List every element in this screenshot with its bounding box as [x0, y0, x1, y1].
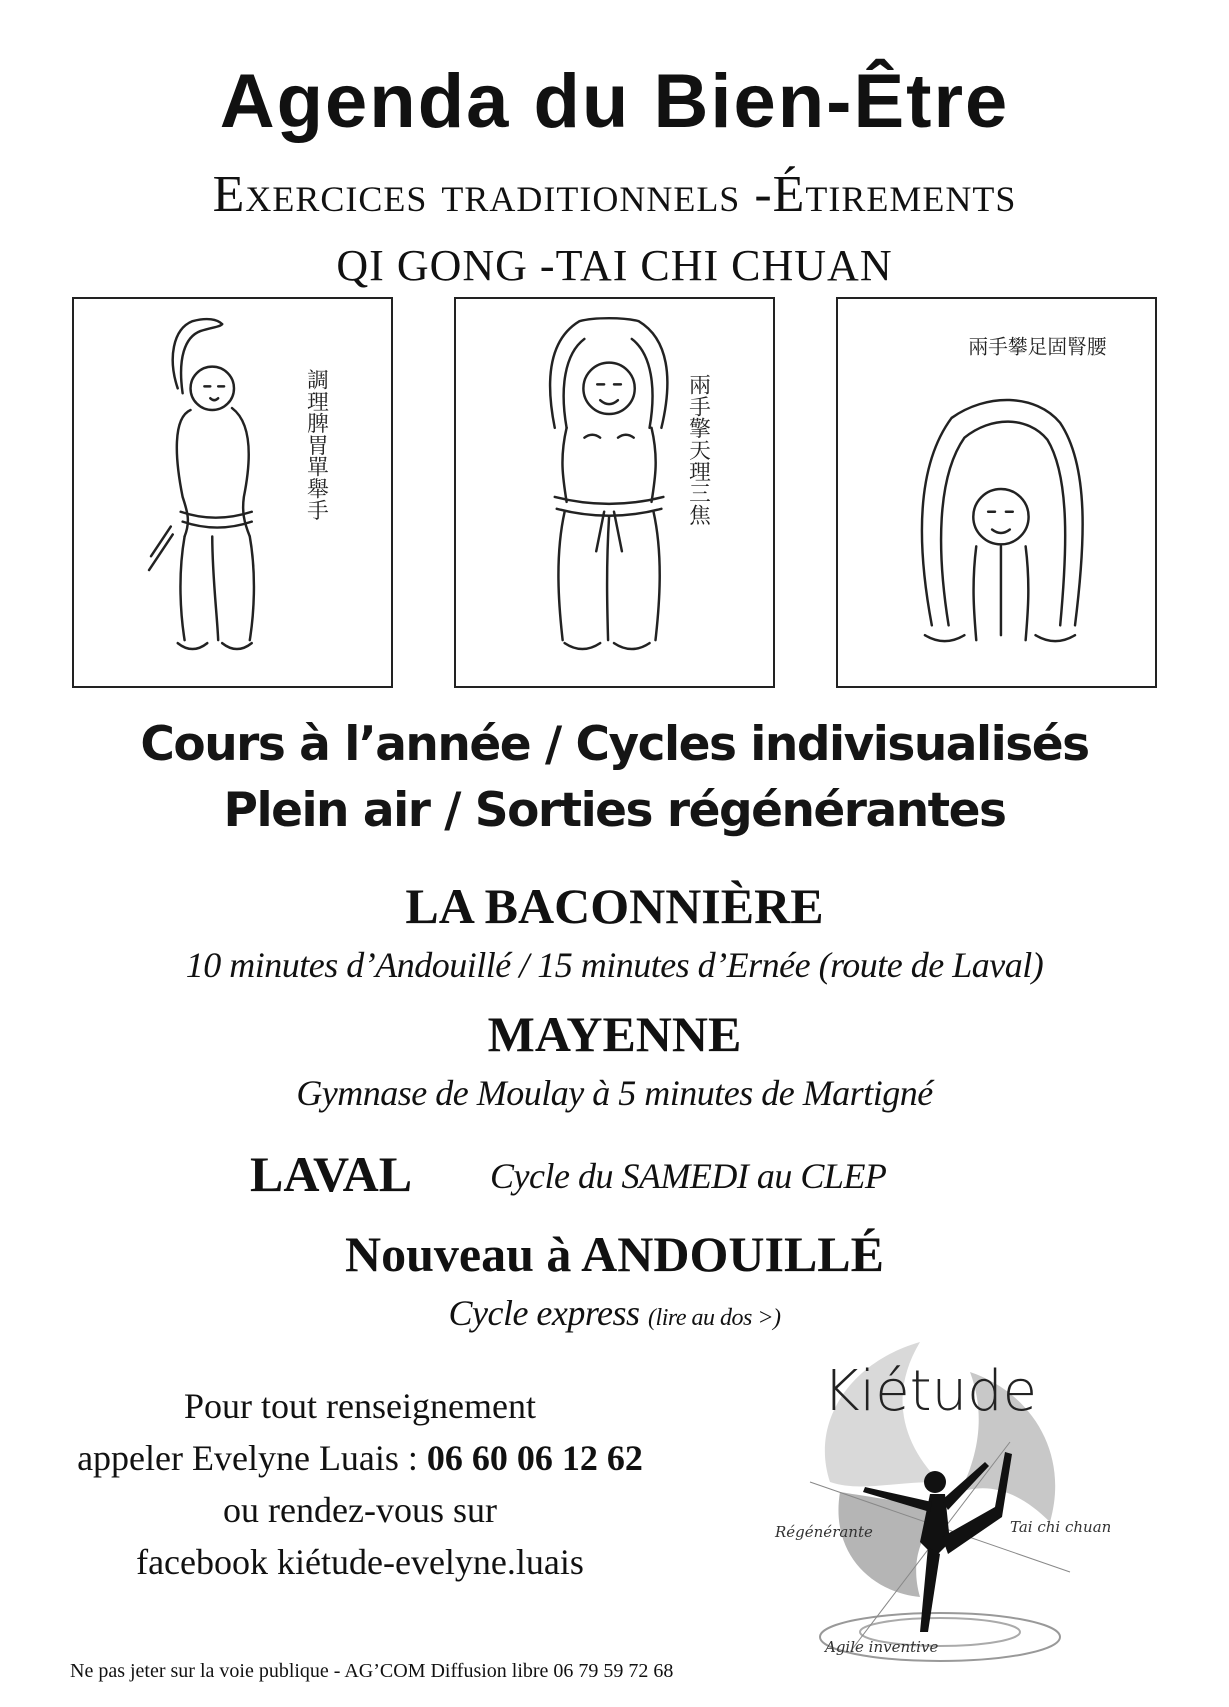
location-mayenne-detail: Gymnase de Moulay à 5 minutes de Martigné [296, 1073, 933, 1113]
contact-line-1: Pour tout renseignement [184, 1386, 536, 1426]
figure-one-arm-drawing [74, 299, 391, 686]
course-offer [0, 712, 1229, 844]
andouille-note: (lire au dos >) [648, 1305, 781, 1331]
logo-tag-taichi: Tai chi chuan [1010, 1518, 1110, 1536]
footer-notice: Ne pas jeter sur la voie publique - AG’COM Diffusion libre 06 79 59 72 68 [70, 1660, 674, 1682]
page-title: Agenda du Bien-Être [219, 59, 1010, 144]
offer-line-1: Cours à l’année / Cycles indivisualisés [140, 717, 1089, 772]
location-andouille-detail [0, 1292, 1229, 1334]
contact-line-3: ou rendez-vous sur [223, 1490, 497, 1530]
subtitle-qigong: QI GONG -TAI CHI CHUAN [336, 241, 893, 290]
location-laval: LAVAL [250, 1146, 413, 1202]
andouille-cycle: Cycle express [448, 1293, 640, 1333]
illustration-caption: 兩手擎天理三焦 [685, 373, 711, 526]
location-andouille: Nouveau à ANDOUILLÉ [345, 1226, 884, 1282]
location-laval-detail: Cycle du SAMEDI au CLEP [490, 1156, 887, 1196]
contact-line-2 [60, 1432, 660, 1484]
facebook-link: facebook kiétude-evelyne.luais [136, 1542, 584, 1582]
illustration-single-arm-raise [72, 297, 393, 688]
location-baconniere: LA BACONNIÈRE [405, 878, 824, 934]
logo-tag-agile: Agile inventive [825, 1638, 939, 1656]
location-mayenne: MAYENNE [487, 1006, 742, 1062]
contact-prefix: appeler Evelyne Luais : [77, 1438, 427, 1478]
figure-forward-bend-drawing [838, 299, 1155, 686]
logo-tag-regenerante: Régénérante [775, 1523, 873, 1541]
illustration-caption: 兩手攀足固腎腰 [968, 335, 1107, 359]
subtitle-exercices: Exercices traditionnels -Étirements [212, 166, 1017, 223]
illustration-forward-bend [836, 297, 1157, 688]
offer-line-2: Plein air / Sorties régénérantes [223, 783, 1006, 838]
phone-number: 06 60 06 12 62 [426, 1438, 643, 1478]
kietude-logo [770, 1332, 1110, 1672]
location-baconniere-detail: 10 minutes d’Andouillé / 15 minutes d’Ernée (route de Laval) [185, 945, 1044, 985]
figure-both-arms-drawing [456, 299, 773, 686]
illustration-caption: 調理脾胃單舉手 [303, 368, 329, 521]
contact-block [60, 1380, 660, 1588]
illustration-both-arms-raise [454, 297, 775, 688]
logo-brand: Kiétude [822, 1359, 1038, 1424]
logo-artwork [770, 1332, 1110, 1672]
